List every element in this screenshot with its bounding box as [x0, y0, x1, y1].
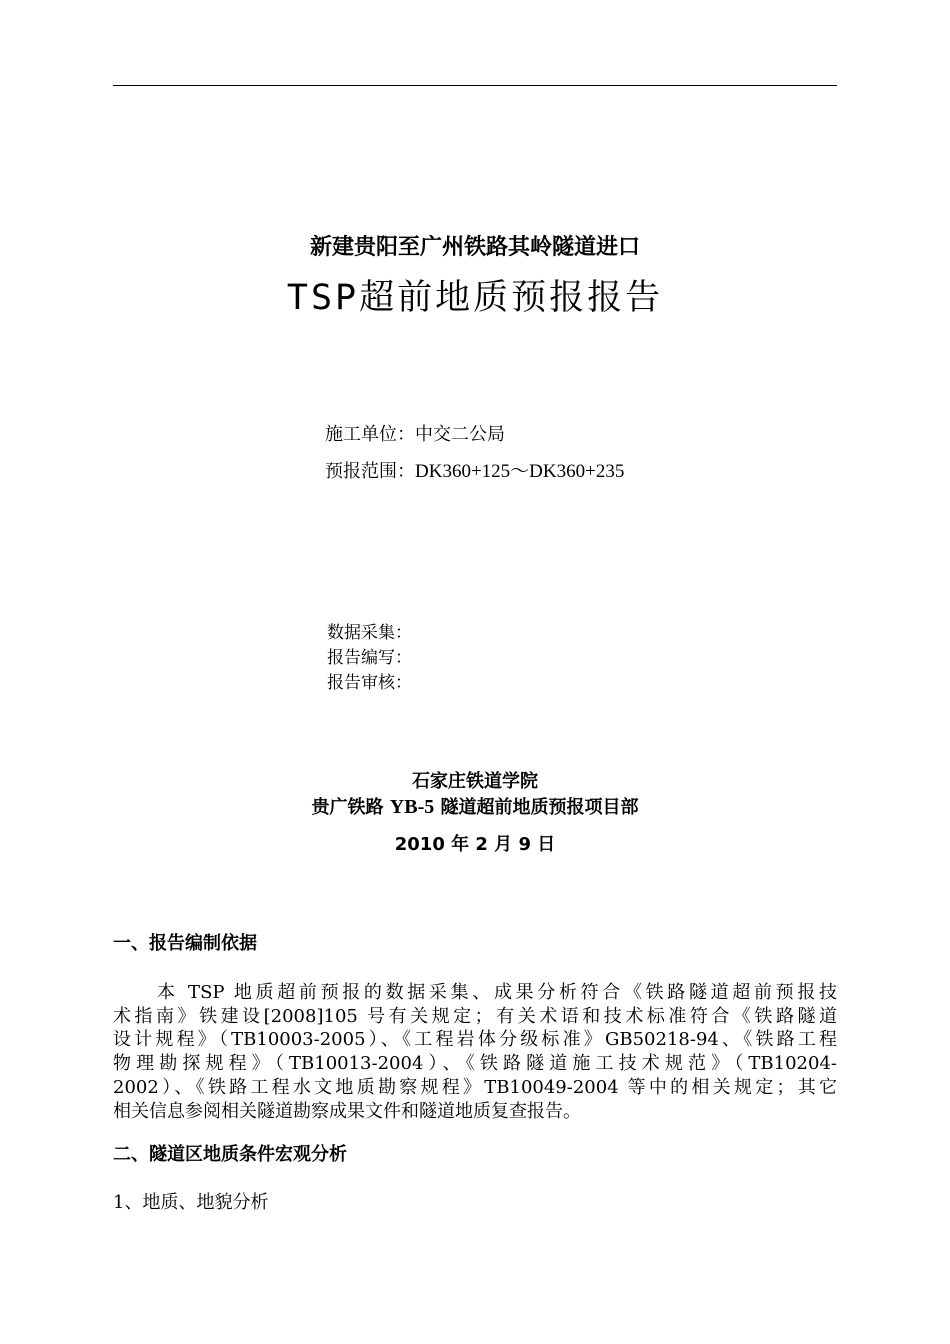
- header-rule: [113, 85, 837, 86]
- report-review-label: 报告审核：: [327, 673, 412, 693]
- section1-paragraph: [113, 981, 837, 1123]
- section2-subheading: 1、地质、地貌分析: [113, 1192, 269, 1213]
- report-writing-label: 报告编写：: [327, 648, 412, 668]
- construction-unit: [325, 422, 505, 448]
- report-date: 2010 年 2 月 9 日: [394, 834, 556, 855]
- report-title-line2: TSP超前地质预报报告: [286, 278, 664, 318]
- paragraph-line: 相关信息参阅相关隧道勘察成果文件和隧道地质复查报告。: [113, 1100, 581, 1122]
- paragraph-line: 物理勘探规程》（TB10013-2004）、《铁路隧道施工技术规范》（TB10204-: [113, 1053, 837, 1075]
- org-line2: [0, 794, 950, 821]
- paragraph-line: 设计规程》（TB10003-2005）、《工程岩体分级标准》GB50218-94、《铁路工程: [113, 1029, 837, 1051]
- forecast-range: [325, 459, 624, 485]
- report-title-line1: 新建贵阳至广州铁路其岭隧道进口: [309, 235, 640, 260]
- construction-unit-value: 中交二公局: [415, 424, 505, 445]
- section1-heading: 一、报告编制依据: [113, 933, 257, 954]
- forecast-range-value: DK360+125～DK360+235: [415, 461, 625, 482]
- org-line1: 石家庄铁道学院: [412, 771, 538, 792]
- construction-unit-label: 施工单位：: [325, 424, 415, 445]
- data-collection-label: 数据采集：: [327, 623, 412, 643]
- paragraph-line: 本 TSP 地质超前预报的数据采集、成果分析符合《铁路隧道超前预报技: [157, 982, 837, 1003]
- org-line2-pre: 贵广铁路: [311, 797, 390, 818]
- org-line2-post: 隧道超前地质预报项目部: [434, 797, 639, 818]
- org-line2-latin: YB-5: [389, 796, 435, 818]
- forecast-range-label: 预报范围：: [325, 461, 415, 482]
- paragraph-line: 术指南》铁建设[2008]105 号有关规定；有关术语和技术标准符合《铁路隧道: [113, 1005, 837, 1027]
- paragraph-line: 2002）、《铁路工程水文地质勘察规程》TB10049-2004 等中的相关规定；其它: [113, 1076, 837, 1098]
- section2-heading: 二、隧道区地质条件宏观分析: [113, 1144, 347, 1165]
